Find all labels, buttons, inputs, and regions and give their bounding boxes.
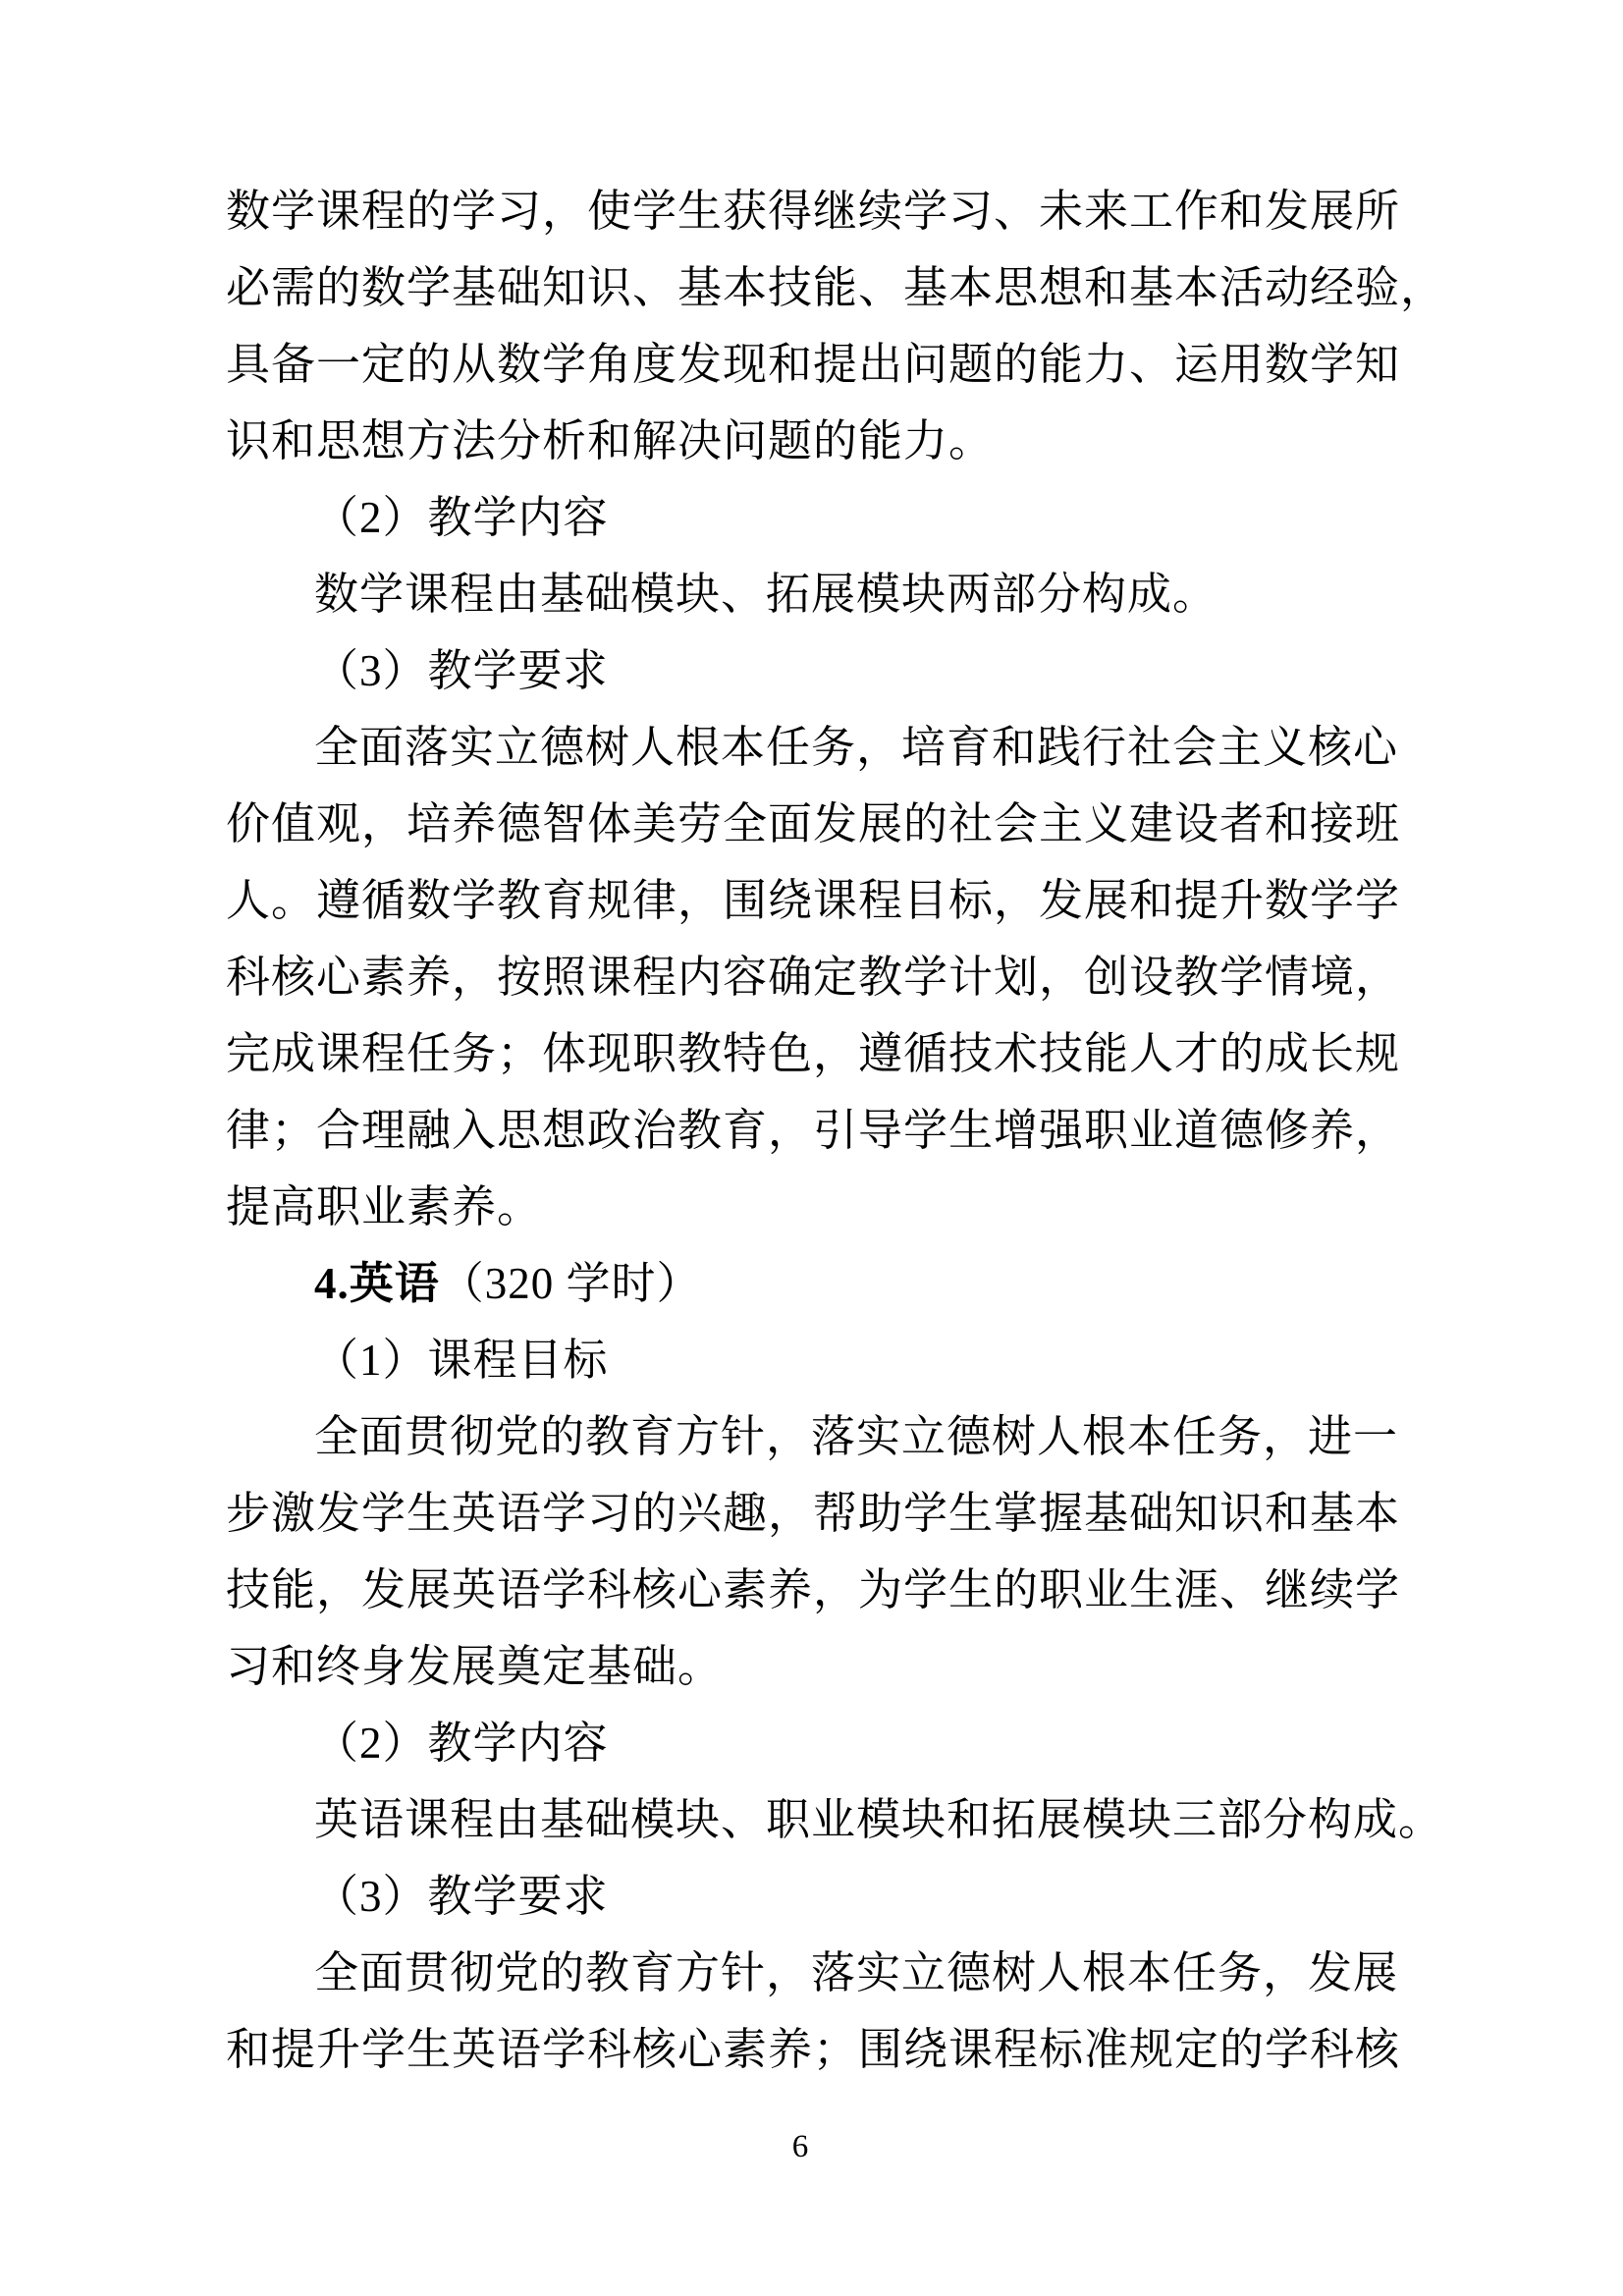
body-text: （2）教学内容 xyxy=(314,1719,609,1768)
text-line-17 xyxy=(226,1398,1399,1475)
body-text: 识和思想方法分析和解决问题的能力。 xyxy=(226,416,995,465)
text-line-13 xyxy=(226,1092,1401,1169)
text-line-7 xyxy=(226,632,1375,709)
body-text: 提高职业素养。 xyxy=(226,1182,543,1231)
body-text: 英语课程由基础模块、职业模块和拓展模块三部分构成。 xyxy=(314,1795,1444,1844)
body-text: 习和终身发展奠定基础。 xyxy=(226,1642,724,1691)
text-line-15 xyxy=(226,1245,1375,1322)
text-block xyxy=(226,173,1446,2088)
body-text: 必需的数学基础知识、基本技能、基本思想和基本活动经验， xyxy=(226,263,1446,312)
body-text: 律；合理融入思想政治教育，引导学生增强职业道德修养， xyxy=(226,1106,1401,1155)
body-text: （1）课程目标 xyxy=(314,1336,609,1385)
text-line-25 xyxy=(226,2011,1401,2088)
body-text: 步激发学生英语学习的兴趣，帮助学生掌握基础知识和基本 xyxy=(226,1489,1401,1538)
text-line-20 xyxy=(226,1628,1375,1705)
body-text: 具备一定的从数学角度发现和提出问题的能力、运用数学知 xyxy=(226,340,1401,389)
body-text: 数学课程由基础模块、拓展模块两部分构成。 xyxy=(314,570,1218,619)
body-text: 价值观，培养德智体美劳全面发展的社会主义建设者和接班 xyxy=(226,799,1401,848)
text-line-11 xyxy=(226,939,1401,1015)
body-text: （3）教学要求 xyxy=(314,1872,609,1921)
heading-text: 4.英语 xyxy=(314,1259,440,1308)
text-line-8 xyxy=(226,709,1399,786)
text-line-4 xyxy=(226,403,1375,479)
body-text: 全面贯彻党的教育方针，落实立德树人根本任务，发展 xyxy=(314,1948,1399,1997)
text-line-5 xyxy=(226,479,1375,556)
text-line-21 xyxy=(226,1705,1375,1781)
text-line-24 xyxy=(226,1935,1399,2011)
text-line-3 xyxy=(226,326,1401,403)
body-text: 技能，发展英语学科核心素养，为学生的职业生涯、继续学 xyxy=(226,1565,1401,1614)
body-text: （320 学时） xyxy=(439,1259,702,1308)
text-line-12 xyxy=(226,1015,1401,1092)
body-text: 全面落实立德树人根本任务，培育和践行社会主义核心 xyxy=(314,723,1399,772)
body-text: （2）教学内容 xyxy=(314,493,609,542)
body-text: 全面贯彻党的教育方针，落实立德树人根本任务，进一 xyxy=(314,1412,1399,1461)
text-line-9 xyxy=(226,786,1401,862)
text-line-16 xyxy=(226,1322,1375,1398)
body-text: 完成课程任务；体现职教特色，遵循技术技能人才的成长规 xyxy=(226,1029,1401,1078)
text-line-2 xyxy=(226,249,1446,326)
body-text: （3）教学要求 xyxy=(314,646,609,695)
text-line-18 xyxy=(226,1475,1401,1552)
text-line-6 xyxy=(226,556,1375,632)
text-line-22 xyxy=(226,1781,1444,1858)
body-text: 科核心素养，按照课程内容确定教学计划，创设教学情境， xyxy=(226,953,1401,1002)
text-line-23 xyxy=(226,1858,1375,1935)
text-line-19 xyxy=(226,1552,1401,1628)
text-line-14 xyxy=(226,1169,1375,1245)
body-text: 人。遵循数学教育规律，围绕课程目标，发展和提升数学学 xyxy=(226,876,1401,925)
text-line-10 xyxy=(226,862,1401,939)
body-text: 数学课程的学习，使学生获得继续学习、未来工作和发展所 xyxy=(226,187,1401,236)
body-text: 和提升学生英语学科核心素养；围绕课程标准规定的学科核 xyxy=(226,2025,1401,2074)
text-line-1 xyxy=(226,173,1401,249)
page-number: 6 xyxy=(791,2129,809,2164)
